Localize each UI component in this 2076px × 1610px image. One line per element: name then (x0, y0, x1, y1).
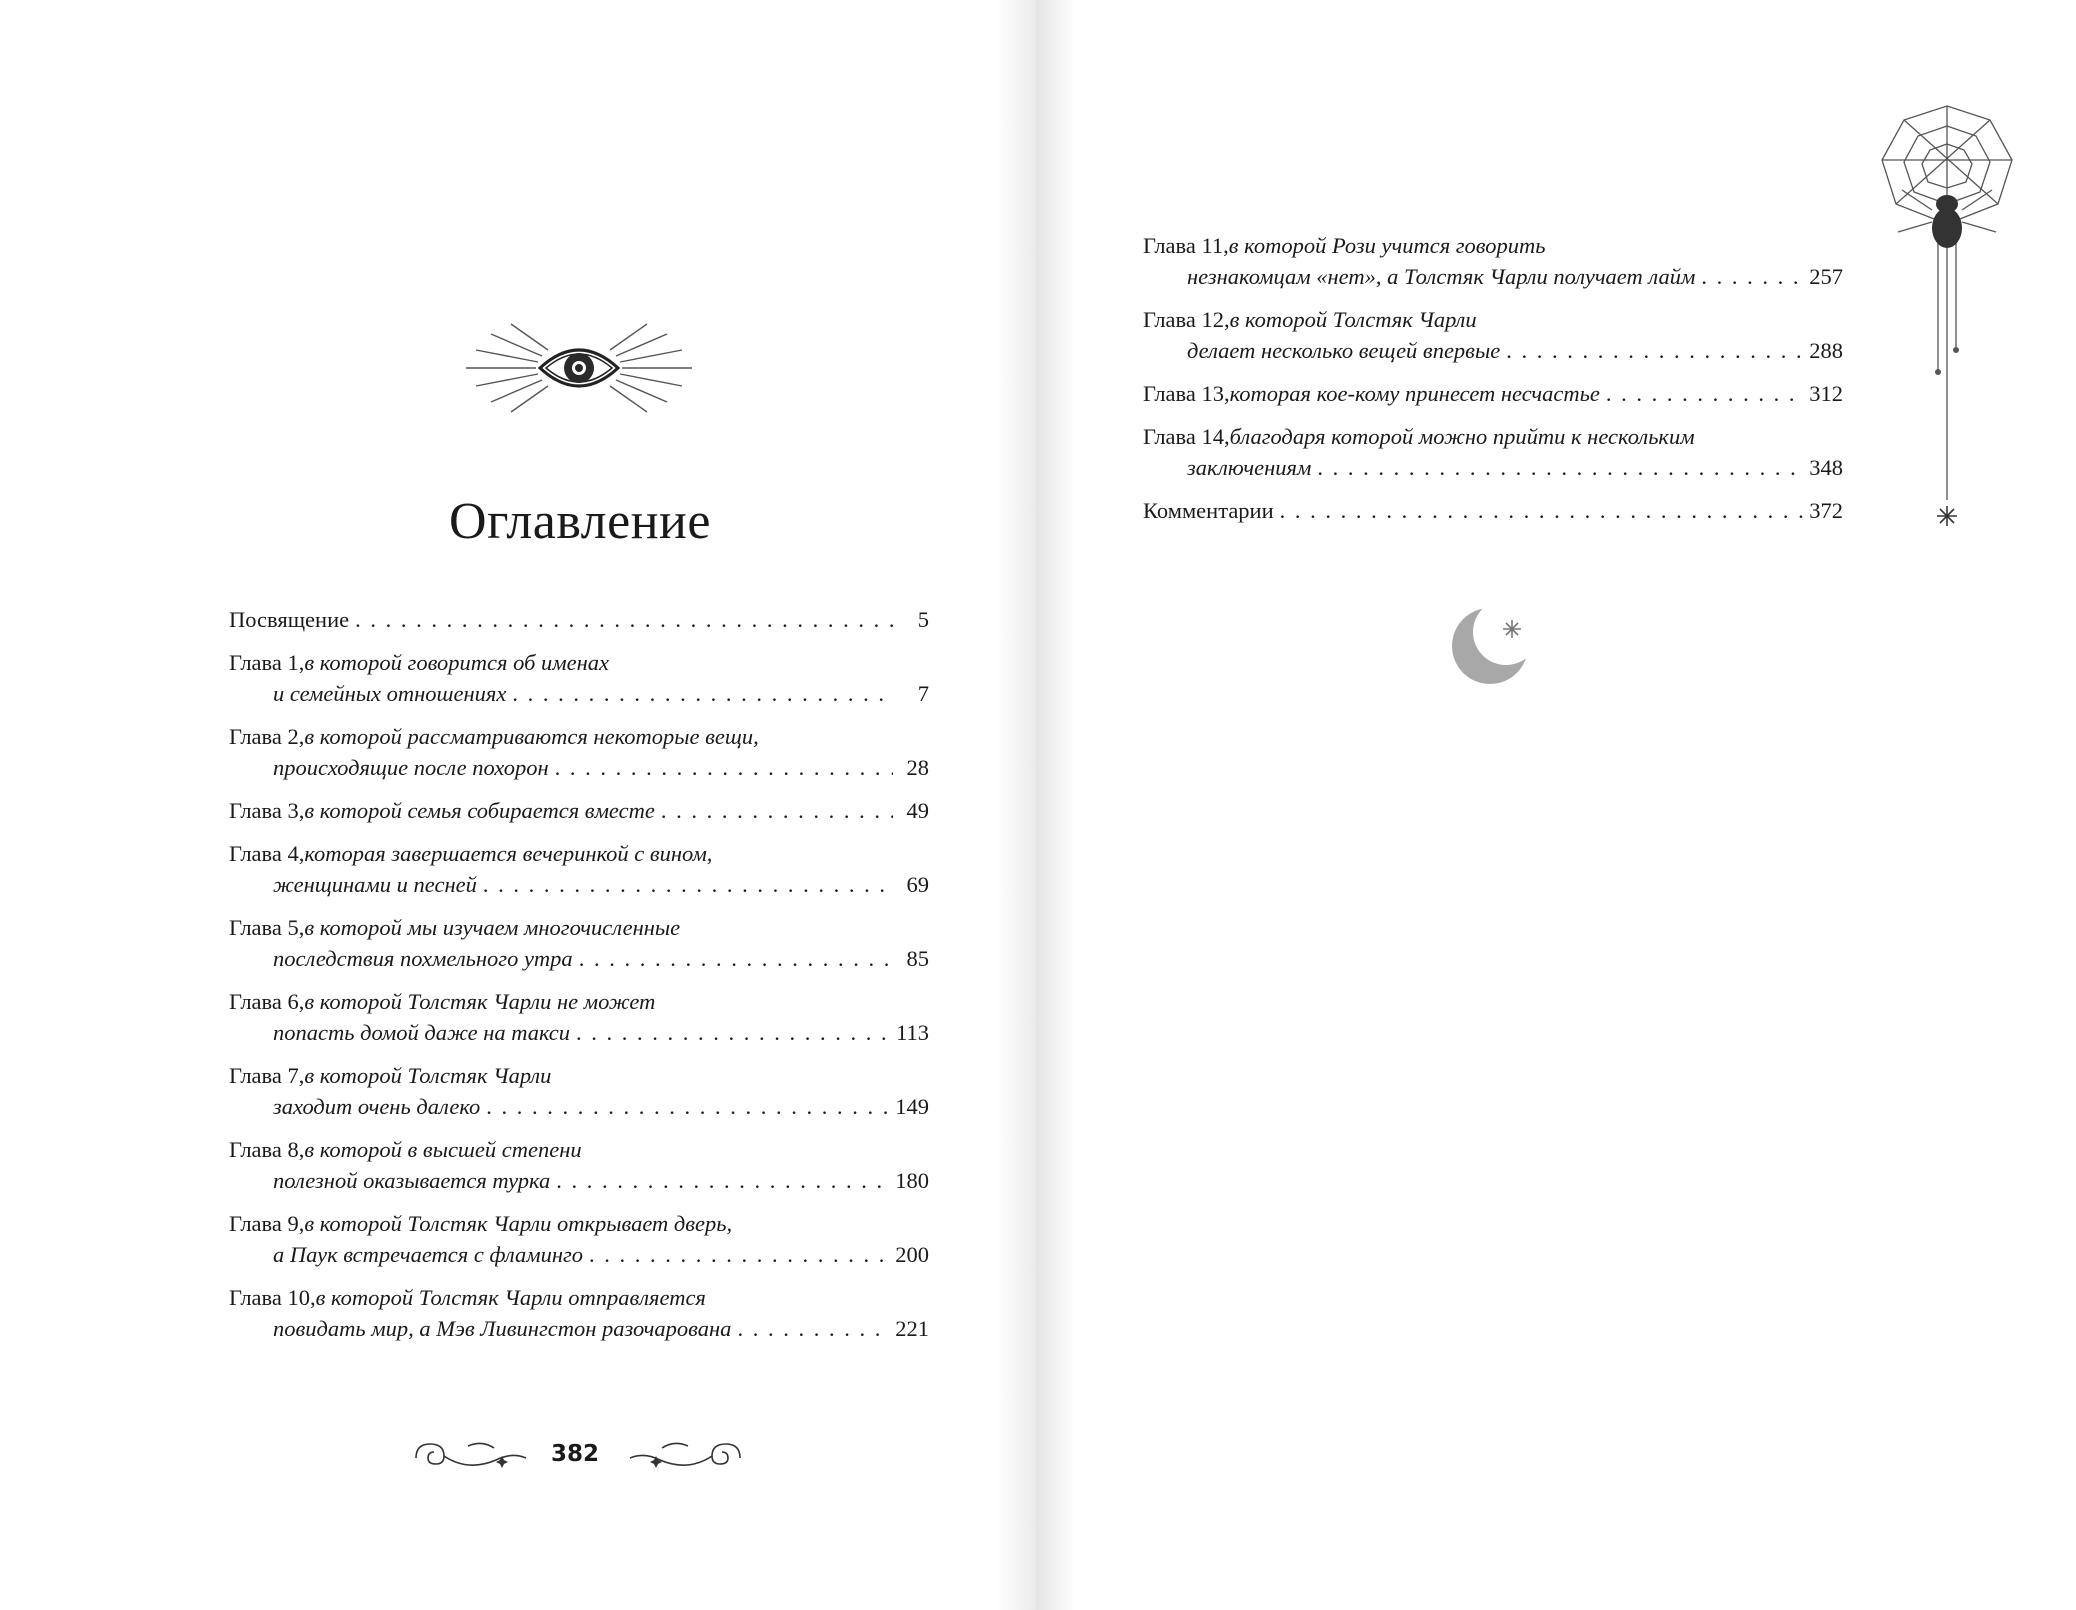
dot-leader (661, 795, 893, 826)
entry-chapter: Глава 9, (229, 1211, 305, 1236)
page-number: 113 (896, 1020, 929, 1045)
entry-description: в которой Рози учится говорить (1228, 233, 1546, 258)
entry-chapter: Глава 5, (229, 915, 305, 940)
dot-leader (355, 604, 893, 635)
entry-description: полезной оказывается турка (273, 1168, 551, 1193)
entry-description: а Паук встречается с фламинго (273, 1242, 584, 1267)
dot-leader (1701, 261, 1803, 292)
entry-chapter: Глава 6, (229, 989, 305, 1014)
eye-with-rays-icon (466, 320, 692, 416)
entry-description: в которой Толстяк Чарли открывает дверь, (304, 1211, 733, 1236)
entry-description: последствия похмельного утра (273, 946, 573, 971)
page-number-folio: 382 (551, 1441, 600, 1467)
spider-web-icon (1872, 100, 2022, 560)
entry-chapter: Комментарии (1143, 498, 1274, 523)
dot-leader (1317, 452, 1803, 483)
entry-chapter: Глава 12, (1143, 307, 1230, 332)
page-number: 28 (906, 755, 929, 780)
entry-description: в которой рассматриваются некоторые вещи, (304, 724, 759, 749)
toc-entry (229, 912, 929, 974)
entry-description: в которой семья собирается вместе (304, 798, 655, 823)
page-number: 49 (906, 798, 929, 823)
entry-chapter: Глава 4, (229, 841, 305, 866)
toc-entry (229, 795, 929, 826)
page-number: 85 (906, 946, 929, 971)
toc-entry (229, 1134, 929, 1196)
dot-leader (556, 1165, 889, 1196)
gutter-shadow (996, 0, 1036, 1610)
entry-chapter: Глава 14, (1143, 424, 1230, 449)
toc-entry (1143, 304, 1843, 366)
crescent-moon-star-icon (1448, 600, 1538, 690)
entry-description: повидать мир, а Мэв Ливингстон разочарована (273, 1316, 732, 1341)
entry-chapter: Глава 11, (1143, 233, 1229, 258)
dot-leader (589, 1239, 889, 1270)
entry-description: попасть домой даже на такси (273, 1020, 570, 1045)
entry-description: в которой говорится об именах (304, 650, 609, 675)
entry-description: заключениям (1187, 455, 1312, 480)
entry-description: в которой в высшей степени (304, 1137, 582, 1162)
entry-description: благодаря которой можно прийти к нескольким (1229, 424, 1695, 449)
entry-description: и семейных отношениях (273, 681, 507, 706)
page-number: 348 (1809, 455, 1843, 480)
toc-entry (1143, 421, 1843, 483)
toc-entry (229, 647, 929, 709)
toc-entry (229, 986, 929, 1048)
dot-leader (1506, 335, 1803, 366)
dot-leader (512, 678, 893, 709)
toc-entry (229, 1060, 929, 1122)
page-number: 149 (895, 1094, 929, 1119)
dot-leader (579, 943, 893, 974)
entry-description: в которой Толстяк Чарли (304, 1063, 552, 1088)
entry-chapter: Глава 13, (1143, 381, 1230, 406)
page-number: 257 (1809, 264, 1843, 289)
toc-entry (229, 838, 929, 900)
entry-chapter: Посвящение (229, 607, 350, 632)
toc-entry (1143, 378, 1843, 409)
entry-chapter: Глава 1, (229, 650, 305, 675)
entry-description: происходящие после похорон (273, 755, 549, 780)
page-number: 200 (895, 1242, 929, 1267)
toc-list-continued (1143, 230, 1843, 538)
toc-entry (229, 1282, 929, 1344)
entry-description: заходит очень далеко (273, 1094, 481, 1119)
dot-leader (483, 869, 893, 900)
entry-chapter: Глава 10, (229, 1285, 316, 1310)
entry-description: в которой Толстяк Чарли (1229, 307, 1477, 332)
page-number: 5 (917, 607, 929, 632)
entry-description: которая завершается вечеринкой с вином, (304, 841, 713, 866)
entry-chapter: Глава 7, (229, 1063, 305, 1088)
gutter-shadow (1036, 0, 1076, 1610)
page-number: 180 (895, 1168, 929, 1193)
dot-leader (555, 752, 893, 783)
toc-entry (229, 604, 929, 635)
left-page (0, 0, 1036, 1610)
entry-description: в которой Толстяк Чарли отправляется (315, 1285, 706, 1310)
page-number: 221 (895, 1316, 929, 1341)
toc-entry (1143, 495, 1843, 526)
dot-leader (1280, 495, 1804, 526)
page-number: 288 (1809, 338, 1843, 363)
dot-leader (576, 1017, 890, 1048)
page-number: 7 (917, 681, 929, 706)
entry-chapter: Глава 3, (229, 798, 305, 823)
entry-description: делает несколько вещей впервые (1187, 338, 1501, 363)
page-number: 312 (1809, 381, 1843, 406)
dot-leader (486, 1091, 889, 1122)
entry-description: в которой мы изучаем многочисленные (304, 915, 681, 940)
toc-list (229, 604, 929, 1356)
page-title: Оглавление (449, 493, 711, 550)
entry-description: незнакомцам «нет», а Толстяк Чарли получает лайм (1187, 264, 1696, 289)
entry-description: женщинами и песней (273, 872, 477, 897)
entry-description: в которой Толстяк Чарли не может (304, 989, 656, 1014)
page-number: 69 (906, 872, 929, 897)
toc-entry (1143, 230, 1843, 292)
dot-leader (737, 1313, 889, 1344)
page-number: 372 (1809, 498, 1843, 523)
entry-description: которая кое-кому принесет несчастье (1229, 381, 1600, 406)
toc-entry (229, 721, 929, 783)
dot-leader (1606, 378, 1803, 409)
entry-chapter: Глава 2, (229, 724, 305, 749)
entry-chapter: Глава 8, (229, 1137, 305, 1162)
toc-entry (229, 1208, 929, 1270)
